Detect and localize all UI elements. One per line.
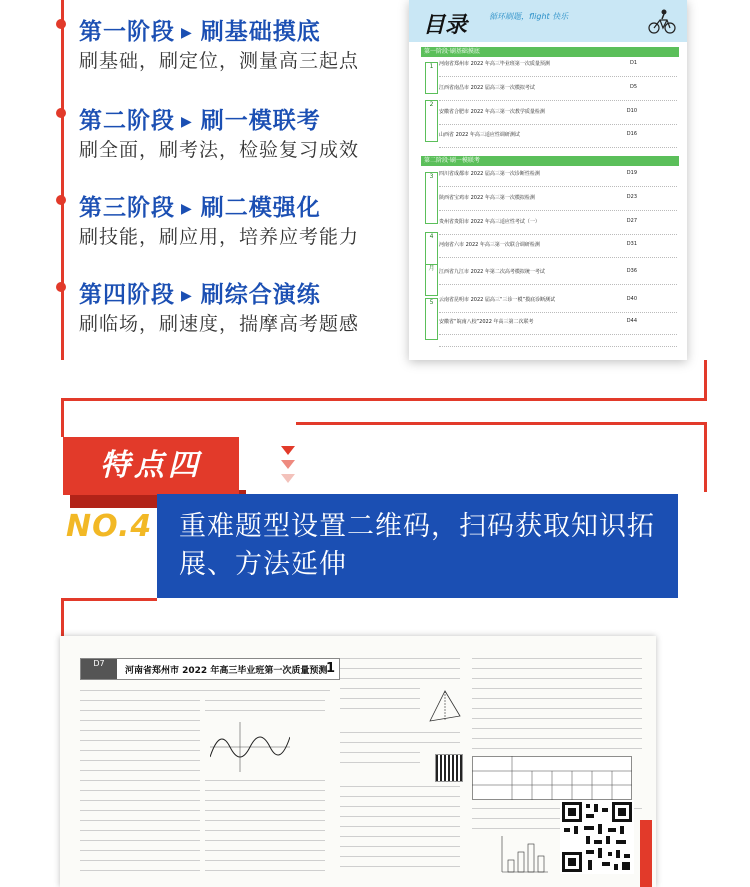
exam-text-line <box>340 846 460 847</box>
stage-bullet <box>56 282 66 292</box>
exam-text-line <box>340 658 460 659</box>
stage-4-title <box>79 276 321 309</box>
stage-bullet <box>56 108 66 118</box>
catalog-row-name: 江西省九江市 2022 年第二次高考模拟统一考试 <box>439 269 545 275</box>
corner-accent <box>640 820 652 887</box>
exam-text-line <box>340 796 460 797</box>
catalog-row-code: D1 <box>629 60 637 66</box>
exam-text-line <box>472 698 642 699</box>
catalog-slogan: 循环刷题，flight 快乐 <box>489 12 569 21</box>
exam-text-line <box>80 730 200 731</box>
exam-header <box>80 658 340 680</box>
lower-frame-horizontal <box>296 422 707 425</box>
exam-number: 1 <box>325 661 335 676</box>
exam-badge: D7 <box>81 659 117 679</box>
exam-text-line <box>205 810 325 811</box>
exam-text-line <box>340 752 420 753</box>
feature-ribbon-label: 特点四 <box>100 448 202 483</box>
exam-text-line <box>472 728 642 729</box>
catalog-header <box>409 0 687 42</box>
stage-4-desc: 刷临场，刷速度，揣摩高考题感 <box>79 313 360 335</box>
catalog-week-marker: 1 <box>425 62 438 94</box>
exam-text-line <box>80 820 200 821</box>
catalog-row-code: D10 <box>626 108 637 114</box>
exam-text-line <box>80 700 200 701</box>
exam-text-line <box>80 840 200 841</box>
mid-frame-left-vertical <box>61 398 64 437</box>
lower-frame-bottom <box>61 598 157 601</box>
play-arrow-icon: ▶ <box>181 24 193 41</box>
exam-text-line <box>472 828 562 829</box>
catalog-row-name: 山西省 2022 年高三适应性调研测试 <box>439 132 520 138</box>
exam-text-line <box>80 690 330 691</box>
catalog-row-code: D16 <box>626 131 637 137</box>
exam-text-line <box>472 718 642 719</box>
catalog-section-2: 第二阶段·刷一模联考 <box>421 156 679 166</box>
exam-bar-figure <box>500 834 550 874</box>
exam-text-line <box>340 678 460 679</box>
exam-text-line <box>80 800 200 801</box>
exam-text-line <box>80 740 200 741</box>
exam-text-line <box>205 870 325 871</box>
stage-3-label: 第三阶段 <box>79 195 175 221</box>
catalog-row-code: D23 <box>626 194 637 200</box>
stage-4-focus: 刷综合演练 <box>200 282 321 308</box>
exam-text-line <box>205 840 325 841</box>
triangle-decor-icon <box>281 460 295 469</box>
catalog-title: 目录 <box>423 13 468 38</box>
catalog-row-code: D36 <box>626 268 637 274</box>
exam-text-line <box>80 860 200 861</box>
catalog-week-marker: 4 <box>425 232 438 274</box>
play-arrow-icon: ▶ <box>181 200 193 217</box>
exam-text-line <box>80 710 200 711</box>
catalog-row-code: D19 <box>626 170 637 176</box>
catalog-row[interactable] <box>439 60 677 68</box>
stage-2-focus: 刷一模联考 <box>200 108 321 134</box>
catalog-row-name: 贵州省贵阳市 2022 年高三适应性考试（一） <box>439 219 540 225</box>
exam-graph <box>210 722 290 772</box>
exam-text-line <box>340 816 460 817</box>
exam-title: 河南省郑州市 2022 年高三毕业班第一次质量预测 <box>125 666 328 676</box>
stage-2-desc: 刷全面，刷考法，检验复习成效 <box>79 139 360 161</box>
catalog-row-code: D5 <box>629 84 637 90</box>
exam-text-line <box>472 658 642 659</box>
exam-text-line <box>340 856 460 857</box>
catalog-row-name: 四川省成都市 2022 届高三第一次诊断性检测 <box>439 171 540 177</box>
catalog-row-name: 河南省六市 2022 年高三第一次联合调研检测 <box>439 242 540 248</box>
exam-text-line <box>205 710 325 711</box>
catalog-card <box>409 0 687 360</box>
stage-bullet <box>56 195 66 205</box>
triangle-decor-icon <box>281 446 295 455</box>
exam-text-line <box>80 720 200 721</box>
play-arrow-icon: ▶ <box>181 113 193 130</box>
catalog-week-marker: 5 <box>425 298 438 340</box>
exam-text-line <box>340 688 420 689</box>
exam-text-line <box>80 780 200 781</box>
exam-text-line <box>80 790 200 791</box>
exam-text-line <box>80 870 200 871</box>
exam-text-line <box>340 786 460 787</box>
catalog-row-name: 安徽省合肥市 2022 年高三第一次教学质量检测 <box>439 109 545 115</box>
exam-text-line <box>205 780 325 781</box>
bicycle-icon <box>647 6 677 36</box>
stage-2-label: 第二阶段 <box>79 108 175 134</box>
catalog-row-name: 云南省昆明市 2022 届高三“三诊一模”摸底诊断测试 <box>439 297 556 303</box>
catalog-row-detail <box>439 118 677 125</box>
exam-text-line <box>80 770 200 771</box>
catalog-week-marker: 2 <box>425 100 438 142</box>
exam-text-line <box>472 678 642 679</box>
top-left-frame-line <box>61 0 64 360</box>
stage-1-label: 第一阶段 <box>79 19 175 45</box>
catalog-row-name: 陕西省宝鸡市 2022 年高三第一次模拟检测 <box>439 195 535 201</box>
catalog-row[interactable] <box>439 241 677 249</box>
exam-text-line <box>340 806 460 807</box>
exam-text-line <box>472 818 562 819</box>
stage-1-desc: 刷基础，刷定位，测量高三起点 <box>79 50 360 72</box>
catalog-row-name: 江西省南昌市 2022 届高三第一次模拟考试 <box>439 85 535 91</box>
right-frame-line <box>704 360 707 400</box>
exam-text-line <box>205 790 325 791</box>
catalog-row[interactable] <box>439 170 677 178</box>
catalog-row-detail <box>439 204 677 211</box>
play-arrow-icon: ▶ <box>181 287 193 304</box>
stage-3-title <box>79 189 321 222</box>
catalog-row[interactable] <box>439 318 677 326</box>
exam-text-line <box>80 850 200 851</box>
exam-text-line <box>340 708 420 709</box>
stage-4-label: 第四阶段 <box>79 282 175 308</box>
catalog-row-detail <box>439 306 677 313</box>
catalog-row[interactable] <box>439 131 677 139</box>
exam-small-qr-code[interactable] <box>435 754 463 782</box>
exam-text-line <box>340 826 460 827</box>
exam-text-line <box>472 668 642 669</box>
catalog-row-code: D44 <box>626 318 637 324</box>
catalog-row[interactable] <box>439 194 677 202</box>
exam-text-line <box>340 668 460 669</box>
feature-ribbon <box>63 437 239 495</box>
exam-text-line <box>472 738 642 739</box>
catalog-week-marker: 3 <box>425 172 438 224</box>
exam-text-line <box>340 866 460 867</box>
stage-1-title <box>79 13 321 46</box>
exam-text-line <box>80 750 200 751</box>
catalog-row-name: 河南省郑州市 2022 年高三毕业班第一次质量预测 <box>439 61 550 67</box>
stage-bullet <box>56 19 66 29</box>
catalog-row-detail <box>439 328 677 335</box>
exam-text-line <box>472 688 642 689</box>
stage-3-desc: 刷技能，刷应用，培养应考能力 <box>79 226 360 248</box>
catalog-row[interactable] <box>439 108 677 116</box>
feature-number: NO.4 <box>66 509 153 544</box>
triangle-decor-icon <box>281 474 295 483</box>
catalog-row-code: D40 <box>626 296 637 302</box>
catalog-week-marker: 月 <box>425 264 438 296</box>
catalog-row-name: 安徽省“皖南八校”2022 年高三第二次联考 <box>439 319 534 325</box>
exam-text-line <box>340 698 420 699</box>
exam-text-line <box>340 732 460 733</box>
exam-text-line <box>80 760 200 761</box>
catalog-row-detail <box>439 340 677 347</box>
catalog-row-detail <box>439 141 677 148</box>
exam-text-line <box>80 830 200 831</box>
catalog-section-1: 第一阶段·刷基础摸底 <box>421 47 679 57</box>
exam-geometry-figure <box>425 686 465 726</box>
exam-text-line <box>80 810 200 811</box>
lower-frame-left <box>61 598 64 638</box>
lower-frame-right <box>704 422 707 492</box>
catalog-row[interactable] <box>439 296 677 304</box>
exam-text-line <box>205 830 325 831</box>
qr-code[interactable] <box>560 800 634 874</box>
exam-text-line <box>340 742 460 743</box>
catalog-row-detail <box>439 228 677 235</box>
exam-text-line <box>205 860 325 861</box>
exam-text-line <box>340 762 420 763</box>
exam-data-table <box>472 756 632 800</box>
exam-text-line <box>205 700 325 701</box>
catalog-row-code: D27 <box>626 218 637 224</box>
catalog-row-detail <box>439 180 677 187</box>
catalog-row-detail <box>439 278 677 285</box>
exam-text-line <box>472 748 642 749</box>
catalog-row[interactable] <box>439 268 677 276</box>
exam-text-line <box>205 820 325 821</box>
catalog-row[interactable] <box>439 218 677 226</box>
feature-headline-box <box>157 494 678 598</box>
feature-headline: 重难题型设置二维码，扫码获取知识拓展、方法延伸 <box>179 511 655 580</box>
mid-frame-horizontal <box>61 398 707 401</box>
catalog-row-detail <box>439 94 677 101</box>
stage-1-focus: 刷基础摸底 <box>200 19 321 45</box>
exam-text-line <box>205 850 325 851</box>
catalog-row-detail <box>439 70 677 77</box>
catalog-row-code: D31 <box>626 241 637 247</box>
exam-text-line <box>205 800 325 801</box>
catalog-row-detail <box>439 251 677 258</box>
stage-3-focus: 刷二模强化 <box>200 195 321 221</box>
exam-text-line <box>472 708 642 709</box>
exam-text-line <box>340 836 460 837</box>
catalog-row[interactable] <box>439 84 677 92</box>
stage-2-title <box>79 102 321 135</box>
